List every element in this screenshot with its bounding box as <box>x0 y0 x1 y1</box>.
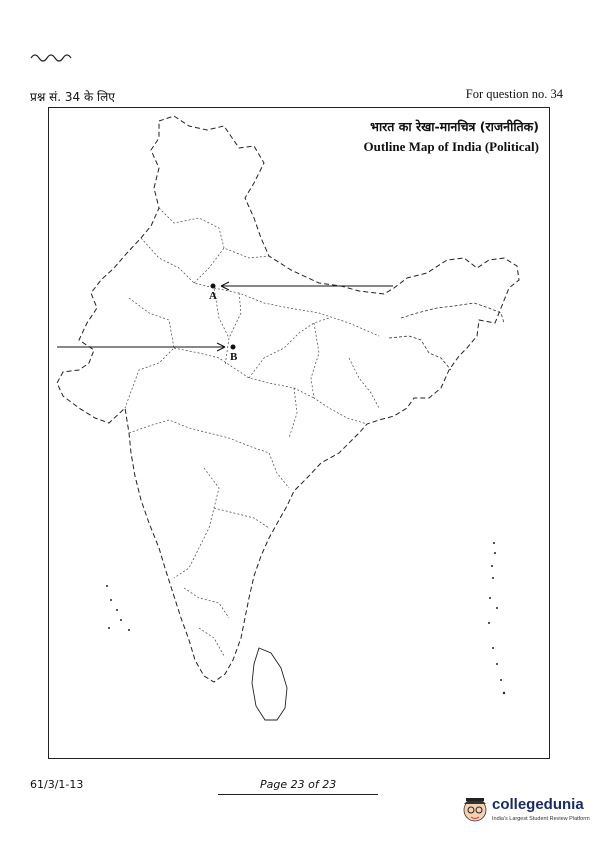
paper-code: 61/3/1-13 <box>30 778 84 791</box>
northeast-outline <box>389 303 504 370</box>
question-label-hindi: प्रश्न सं. 34 के लिए <box>30 90 115 104</box>
squiggle-mark <box>30 52 76 64</box>
andaman-islands <box>488 542 505 694</box>
map-title-hindi: भारत का रेखा-मानचित्र (राजनीतिक) <box>370 119 539 134</box>
india-outline-map <box>49 108 549 758</box>
india-outline <box>57 116 519 682</box>
question-label-english: For question no. 34 <box>465 87 563 101</box>
logo-wordmark: collegedunia <box>492 796 584 813</box>
map-title-english: Outline Map of India (Political) <box>363 139 539 154</box>
marker-b-dot <box>231 345 236 350</box>
marker-b-label: B <box>230 351 238 363</box>
mascot-icon <box>460 790 490 830</box>
footer-divider <box>218 794 378 795</box>
sri-lanka-outline <box>252 648 287 720</box>
lakshadweep-islands <box>106 585 130 631</box>
marker-a-dot <box>211 284 216 289</box>
map-frame <box>48 107 550 759</box>
collegedunia-logo <box>458 786 593 836</box>
marker-a-label: A <box>209 290 217 302</box>
page-number: Page 23 of 23 <box>260 778 337 791</box>
state-boundaries <box>125 208 379 656</box>
logo-tagline: India's Largest Student Review Platform <box>492 816 590 822</box>
